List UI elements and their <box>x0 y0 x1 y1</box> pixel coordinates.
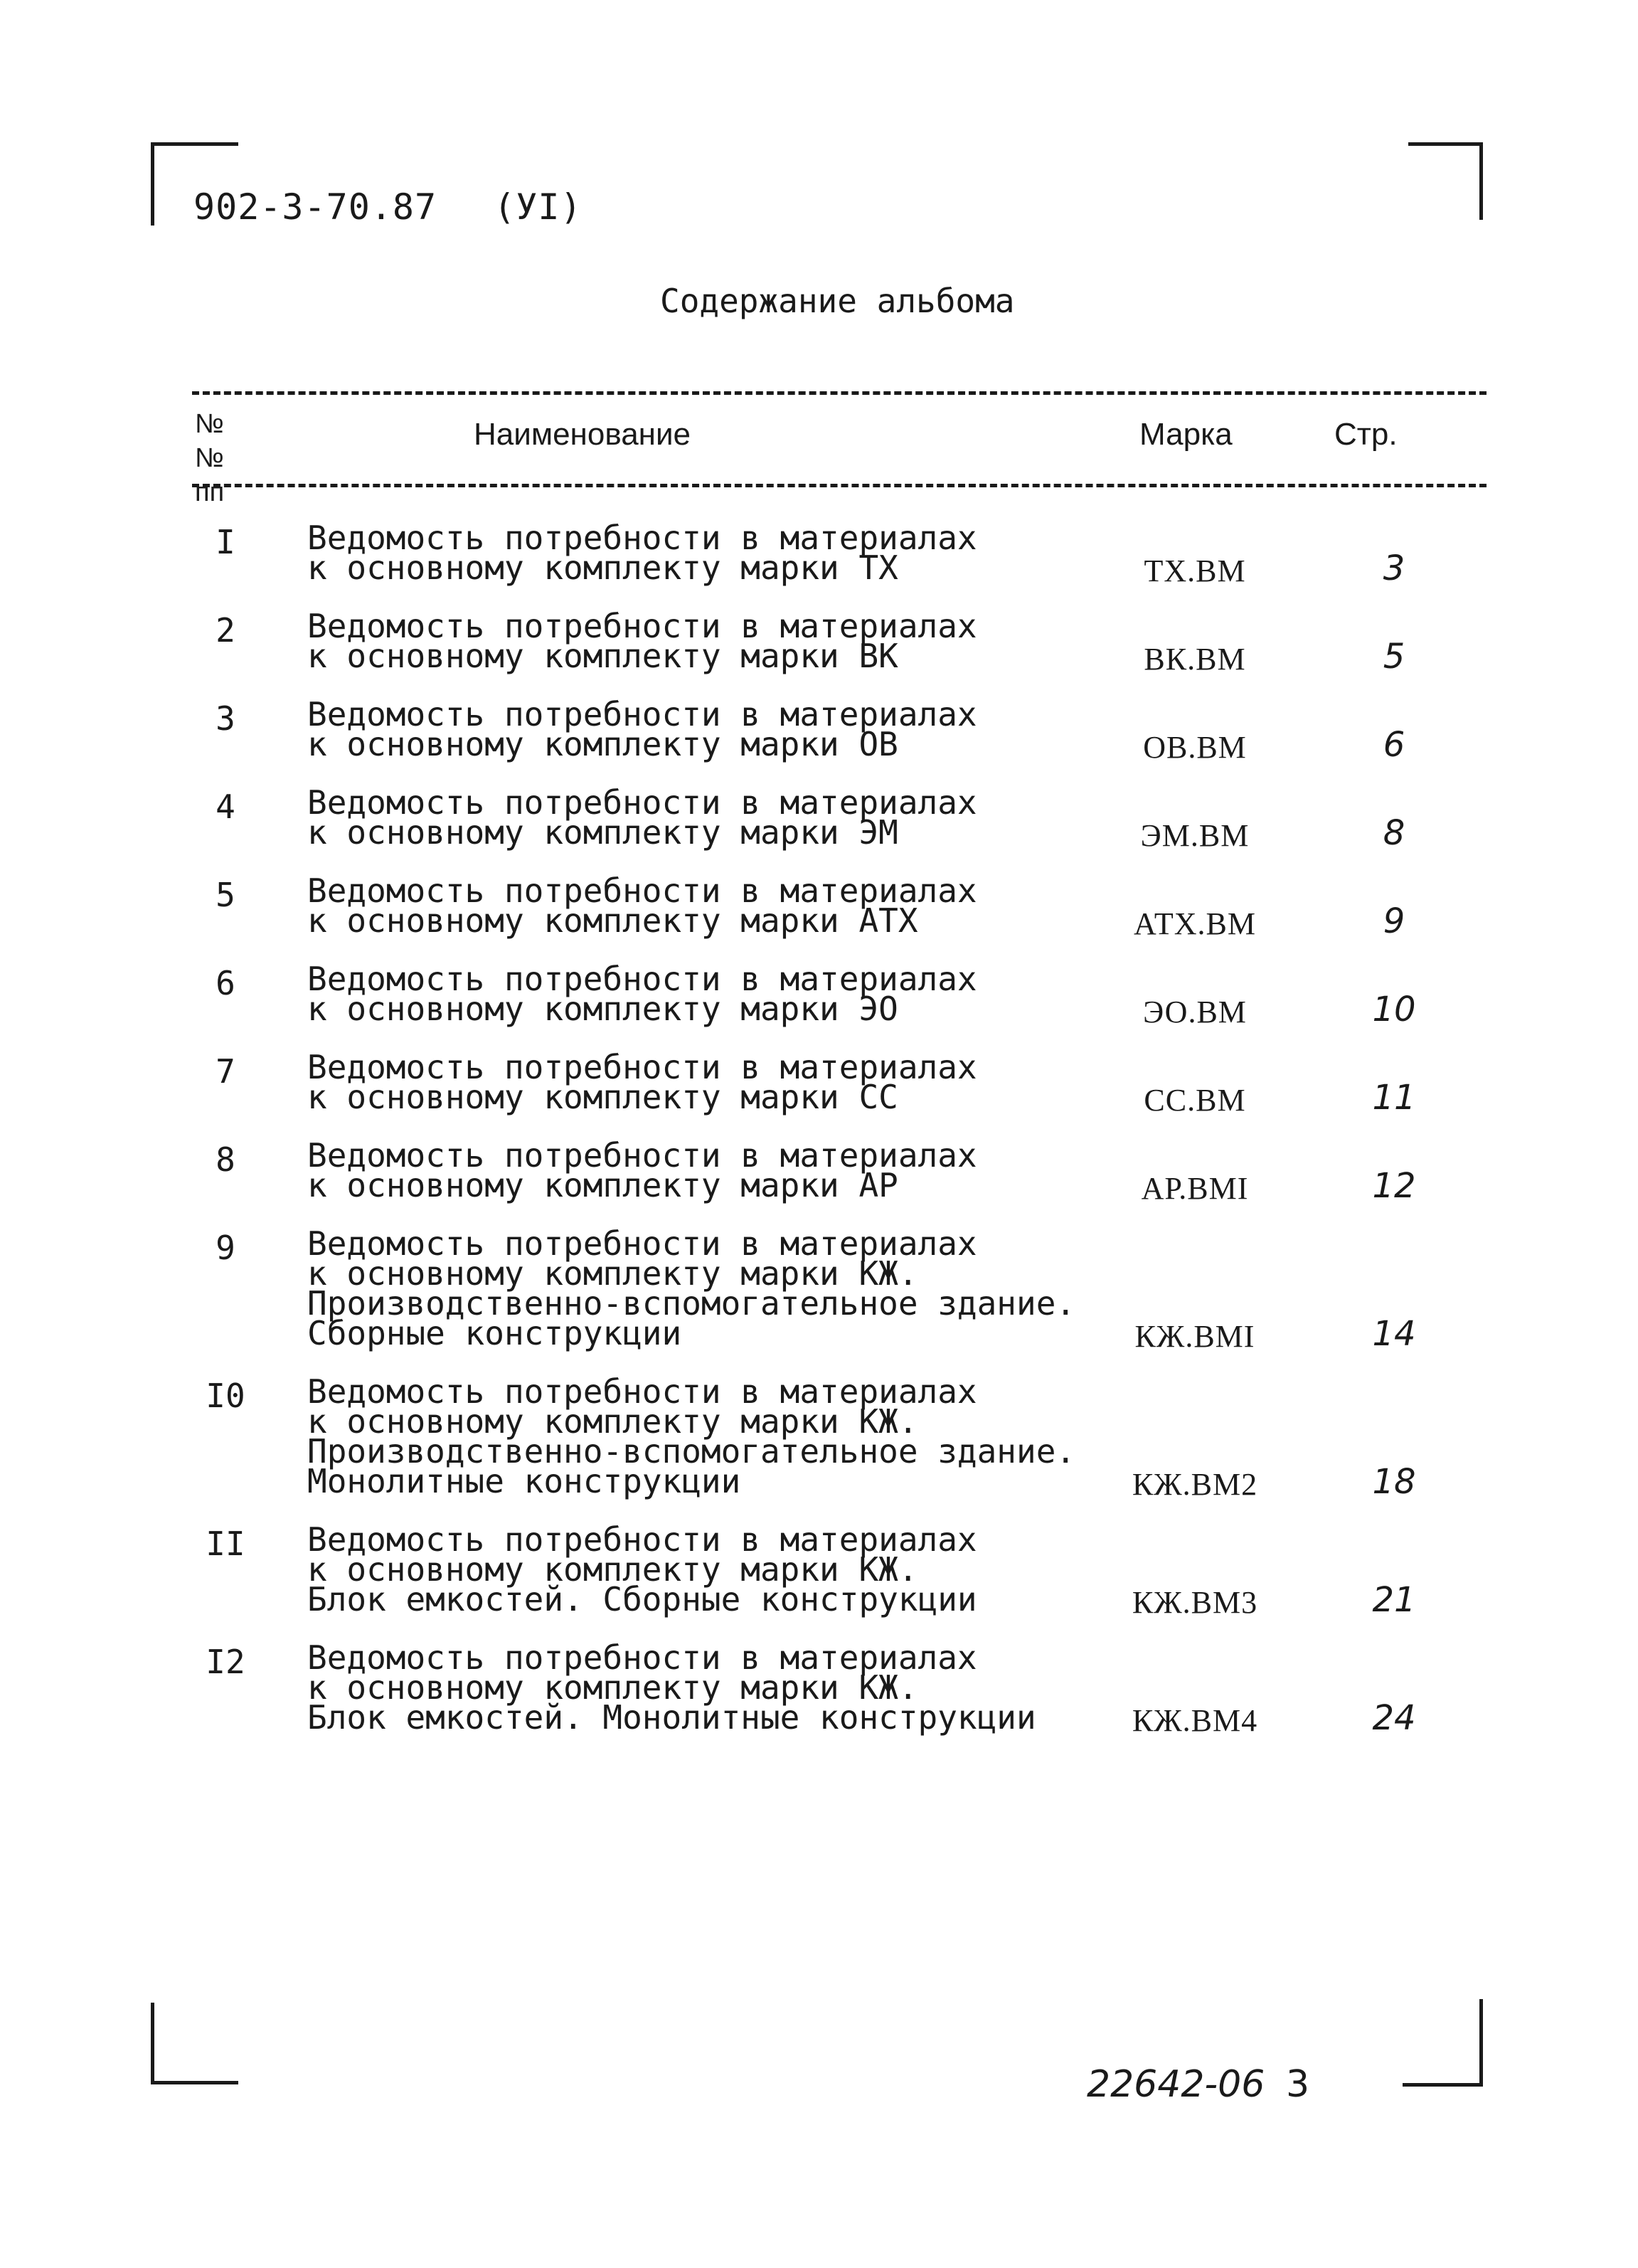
row-mark: КЖ.ВМ4 <box>1132 1703 1258 1738</box>
footer-archive-code: 22642-06 <box>1087 2063 1265 2106</box>
row-page: 8 <box>1383 813 1405 853</box>
column-header-page: Стр. <box>1334 417 1398 452</box>
row-name-line: к основному комплекту марки КЖ. <box>307 1668 918 1707</box>
footer-page-number: 3 <box>1286 2063 1310 2106</box>
row-name <box>307 695 1125 763</box>
row-name <box>307 1520 1125 1618</box>
column-header-number: №№ пп <box>195 409 225 507</box>
row-page: 10 <box>1372 990 1416 1029</box>
row-name-line: Производственно-вспомогательное здание. <box>307 1432 1076 1471</box>
row-name-line: к основному комплекту марки КЖ. <box>307 1402 918 1441</box>
row-name-line: к основному комплекту марки ВК <box>307 637 898 675</box>
row-name <box>307 1136 1125 1204</box>
row-mark: ОВ.ВМ <box>1143 730 1247 765</box>
row-page: 21 <box>1372 1580 1416 1620</box>
row-name-line: Ведомость потребности в материалах <box>307 1372 977 1411</box>
row-page: 24 <box>1372 1698 1416 1738</box>
row-number: I <box>216 523 235 561</box>
row-page: 6 <box>1383 725 1405 765</box>
row-page: 14 <box>1372 1314 1416 1354</box>
table-row <box>0 1136 1638 1229</box>
table-row <box>0 607 1638 699</box>
row-name <box>307 1638 1125 1737</box>
row-number: 6 <box>216 964 235 1002</box>
row-number: I2 <box>206 1643 245 1681</box>
row-name-line: Ведомость потребности в материалах <box>307 695 977 733</box>
table-row <box>0 1638 1638 1761</box>
row-name <box>307 1372 1125 1500</box>
table-row <box>0 1372 1638 1525</box>
row-name-line: Ведомость потребности в материалах <box>307 607 977 645</box>
row-name-line: к основному комплекту марки КЖ. <box>307 1254 918 1293</box>
document-code <box>193 186 583 228</box>
row-page: 3 <box>1383 549 1405 588</box>
row-name-line: Ведомость потребности в материалах <box>307 783 977 822</box>
row-mark: ЭО.ВМ <box>1143 995 1247 1029</box>
row-mark: ЭМ.ВМ <box>1140 818 1250 853</box>
row-number: 9 <box>216 1229 235 1267</box>
row-mark: АТХ.ВМ <box>1133 906 1257 941</box>
row-mark: КЖ.ВМ3 <box>1132 1585 1258 1620</box>
document-code-suffix: (УI) <box>494 186 583 228</box>
row-number: 2 <box>216 611 235 650</box>
row-name-line: Ведомость потребности в материалах <box>307 871 977 910</box>
row-name-line: Монолитные конструкции <box>307 1462 741 1500</box>
table-row <box>0 695 1638 788</box>
row-page: 18 <box>1372 1462 1416 1502</box>
row-number: 7 <box>216 1052 235 1091</box>
table-row <box>0 871 1638 964</box>
row-mark: КЖ.ВМ2 <box>1132 1467 1258 1502</box>
row-number: 3 <box>216 699 235 738</box>
row-name-line: к основному комплекту марки АР <box>307 1166 898 1204</box>
row-number: II <box>206 1525 245 1563</box>
page-title: Содержание альбома <box>660 282 1015 320</box>
row-page: 11 <box>1372 1078 1416 1118</box>
row-name-line: к основному комплекту марки ЭМ <box>307 813 898 852</box>
table-row <box>0 519 1638 611</box>
row-name-line: Ведомость потребности в материалах <box>307 1224 977 1263</box>
row-name-line: к основному комплекту марки АТХ <box>307 901 918 940</box>
document-code-number: 902-3-70.87 <box>193 186 437 228</box>
row-name-line: Блок емкостей. Монолитные конструкции <box>307 1698 1036 1737</box>
contents-table-body <box>0 519 1638 1761</box>
table-row <box>0 1520 1638 1643</box>
row-mark: СС.ВМ <box>1144 1083 1246 1118</box>
row-name-line: к основному комплекту марки СС <box>307 1078 898 1116</box>
row-name-line: Сборные конструкции <box>307 1314 682 1352</box>
table-row <box>0 1224 1638 1377</box>
row-name-line: к основному комплекту марки ЭО <box>307 990 898 1028</box>
row-name-line: к основному комплекту марки КЖ. <box>307 1550 918 1589</box>
row-number: 8 <box>216 1140 235 1179</box>
frame-corner-bottom-left <box>151 2003 238 2084</box>
row-number: I0 <box>206 1377 245 1415</box>
table-header-rule-bottom <box>192 484 1487 487</box>
row-name <box>307 519 1125 587</box>
row-name <box>307 607 1125 675</box>
frame-corner-top-right <box>1408 142 1483 220</box>
table-row <box>0 783 1638 876</box>
table-header-rule-top <box>192 391 1487 395</box>
column-header-mark: Марка <box>1139 417 1233 452</box>
row-name <box>307 1224 1125 1352</box>
row-name-line: Производственно-вспомогательное здание. <box>307 1284 1076 1323</box>
row-page: 12 <box>1372 1166 1416 1206</box>
row-number: 5 <box>216 876 235 914</box>
frame-corner-bottom-right <box>1403 1999 1483 2087</box>
table-row <box>0 1048 1638 1140</box>
column-header-name: Наименование <box>474 417 691 452</box>
table-row <box>0 960 1638 1052</box>
row-name-line: Ведомость потребности в материалах <box>307 519 977 557</box>
row-mark: ВК.ВМ <box>1144 642 1246 677</box>
row-number: 4 <box>216 788 235 826</box>
row-mark: АР.ВМI <box>1141 1171 1249 1206</box>
row-name-line: Ведомость потребности в материалах <box>307 1136 977 1175</box>
row-name-line: к основному комплекту марки ОВ <box>307 725 898 763</box>
row-name <box>307 783 1125 852</box>
row-name-line: к основному комплекту марки ТХ <box>307 549 898 587</box>
row-name-line: Ведомость потребности в материалах <box>307 1520 977 1559</box>
row-name-line: Ведомость потребности в материалах <box>307 1638 977 1677</box>
row-name <box>307 960 1125 1028</box>
row-page: 9 <box>1383 901 1405 941</box>
row-page: 5 <box>1383 637 1405 677</box>
row-name-line: Ведомость потребности в материалах <box>307 960 977 998</box>
row-name <box>307 871 1125 940</box>
row-mark: КЖ.ВМI <box>1134 1319 1255 1354</box>
row-name-line: Блок емкостей. Сборные конструкции <box>307 1580 977 1618</box>
row-name <box>307 1048 1125 1116</box>
row-mark: ТХ.ВМ <box>1144 553 1246 588</box>
row-name-line: Ведомость потребности в материалах <box>307 1048 977 1086</box>
